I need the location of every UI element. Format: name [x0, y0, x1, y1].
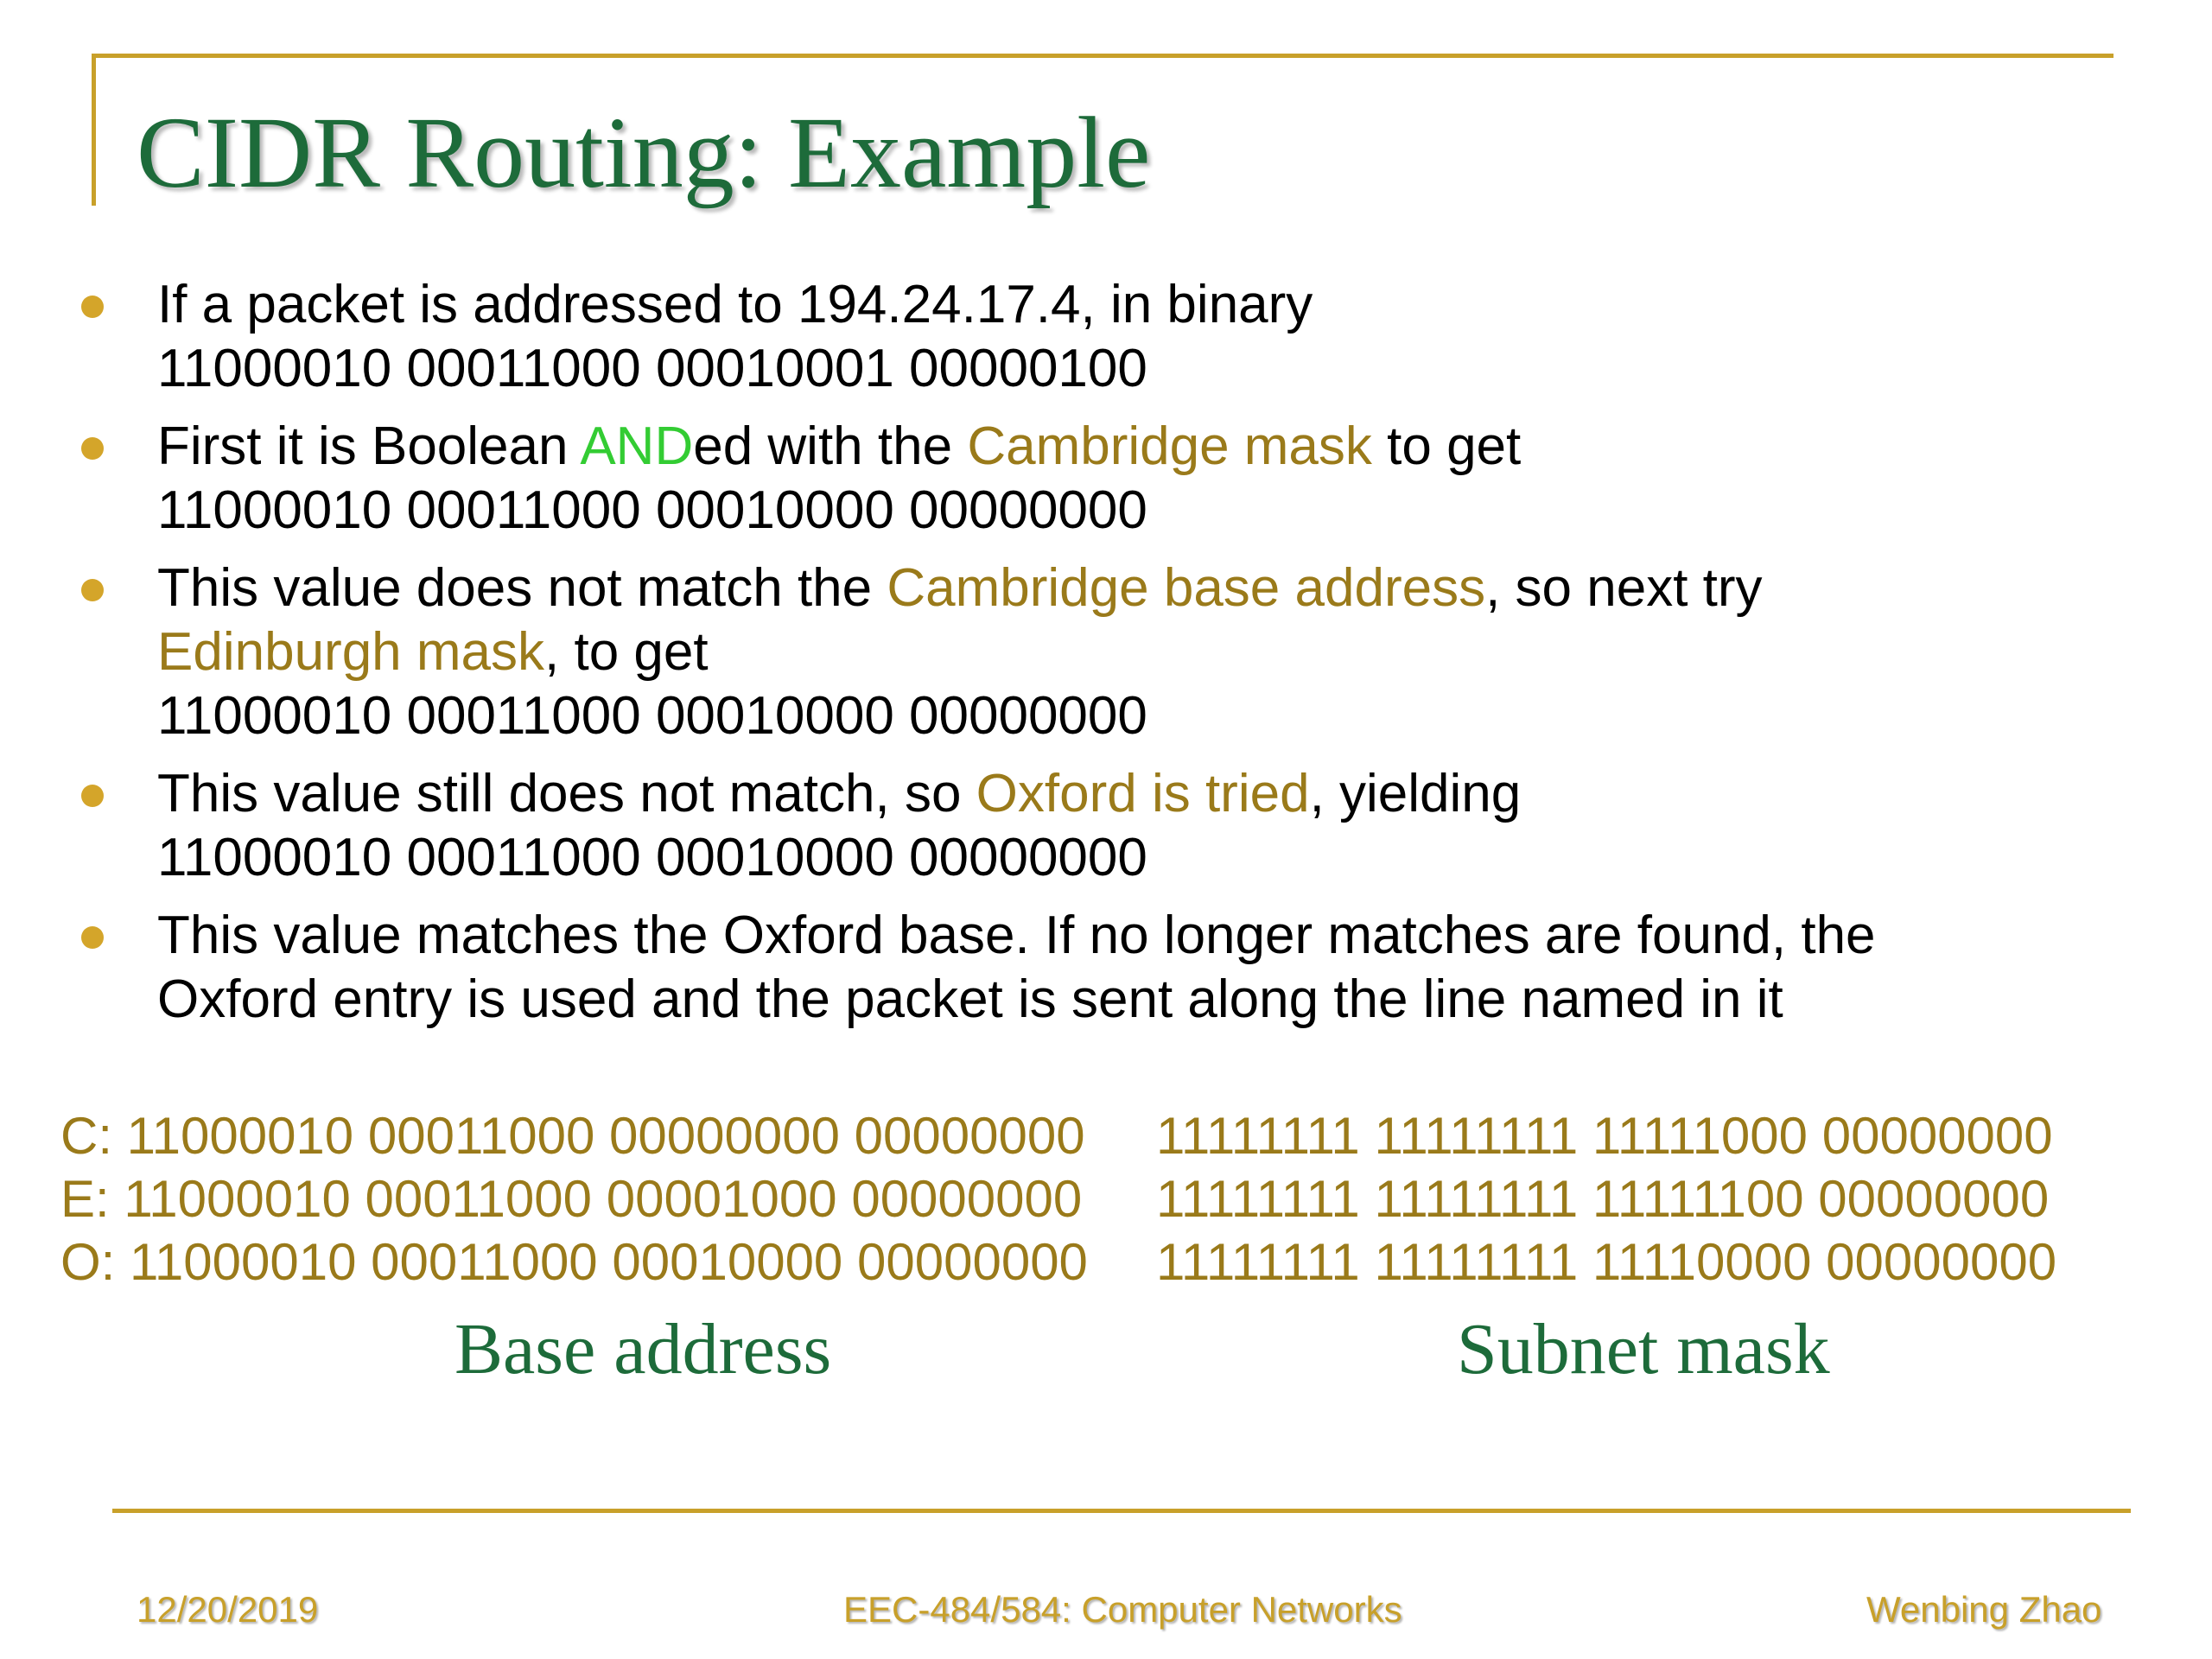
- base-address-caption: Base address: [454, 1309, 832, 1389]
- slide-title: CIDR Routing: Example: [137, 96, 1151, 209]
- bullet-text: First it is Boolean: [157, 416, 581, 476]
- footer-rule: [112, 1509, 2131, 1513]
- top-border-rule: [92, 54, 2113, 58]
- footer-course: EEC-484/584: Computer Networks: [843, 1589, 1402, 1630]
- bullet-item: [0, 415, 2212, 543]
- edinburgh-mask-highlight: Edinburgh mask: [157, 622, 545, 682]
- routing-table-row-cambridge: [60, 1104, 2134, 1167]
- bullet-item: [0, 762, 2212, 890]
- bullet-text: This value still does not match, so: [157, 764, 976, 823]
- base-address-value: O: 11000010 00011000 00010000 00000000: [60, 1233, 1088, 1291]
- footer-date: 12/20/2019: [137, 1589, 319, 1630]
- cambridge-base-highlight: Cambridge base address: [887, 558, 1486, 618]
- bullet-text: to get: [1371, 416, 1522, 476]
- base-address-value: E: 11000010 00011000 00001000 00000000: [60, 1170, 1083, 1228]
- bullet-text: This value does not match the: [157, 558, 887, 618]
- bullet-line: [157, 968, 2212, 1032]
- binary-value: 11000010 00011000 00010000 00000000: [157, 828, 1147, 887]
- subnet-mask-value: 11111111 11111111 11110000 00000000: [1156, 1233, 2057, 1291]
- bullet-text: , yielding: [1309, 764, 1522, 823]
- bullet-text: , to get: [544, 622, 709, 682]
- bullet-line: [157, 479, 2212, 543]
- bullet-item: [0, 904, 2212, 1032]
- bullet-text: ed with the: [693, 416, 968, 476]
- bullet-text: This value matches the Oxford base. If no longer matches are found, the: [157, 906, 1876, 965]
- bullet-text: Oxford entry is used and the packet is sent along the line named in it: [157, 969, 1783, 1029]
- left-border-rule: [92, 54, 96, 206]
- footer-author: Wenbing Zhao: [1866, 1589, 2102, 1630]
- subnet-mask-value: 11111111 11111111 11111100 00000000: [1156, 1170, 2050, 1228]
- bullet-dot-icon: [81, 926, 104, 949]
- bullet-line: [157, 556, 2212, 620]
- bullet-dot-icon: [81, 437, 104, 460]
- subnet-mask-value: 11111111 11111111 11111000 00000000: [1156, 1107, 2053, 1165]
- bullet-line: [157, 337, 2212, 401]
- bullet-text: If a packet is addressed to 194.24.17.4, in binary: [157, 275, 1313, 334]
- routing-table-row-edinburgh: [60, 1167, 2134, 1230]
- cambridge-mask-highlight: Cambridge mask: [967, 416, 1372, 476]
- binary-value: 11000010 00011000 00010001 00000100: [157, 339, 1147, 398]
- binary-value: 11000010 00011000 00010000 00000000: [157, 686, 1147, 746]
- routing-table: [60, 1104, 2134, 1294]
- bullet-list: [0, 273, 2212, 1046]
- subnet-mask-caption: Subnet mask: [1457, 1309, 1830, 1389]
- bullet-line: [157, 762, 2212, 826]
- bullet-dot-icon: [81, 579, 104, 601]
- bullet-line: [157, 273, 2212, 337]
- and-highlight: AND: [580, 416, 694, 476]
- bullet-line: [157, 415, 2212, 479]
- bullet-line: [157, 620, 2212, 684]
- bullet-line: [157, 684, 2212, 748]
- binary-value: 11000010 00011000 00010000 00000000: [157, 480, 1147, 540]
- bullet-item: [0, 273, 2212, 401]
- bullet-line: [157, 826, 2212, 890]
- bullet-item: [0, 556, 2212, 748]
- base-address-value: C: 11000010 00011000 00000000 00000000: [60, 1107, 1085, 1165]
- routing-table-row-oxford: [60, 1230, 2134, 1294]
- bullet-line: [157, 904, 2212, 968]
- bullet-text: , so next try: [1485, 558, 1763, 618]
- bullet-dot-icon: [81, 296, 104, 318]
- oxford-tried-highlight: Oxford is tried: [976, 764, 1310, 823]
- bullet-dot-icon: [81, 785, 104, 807]
